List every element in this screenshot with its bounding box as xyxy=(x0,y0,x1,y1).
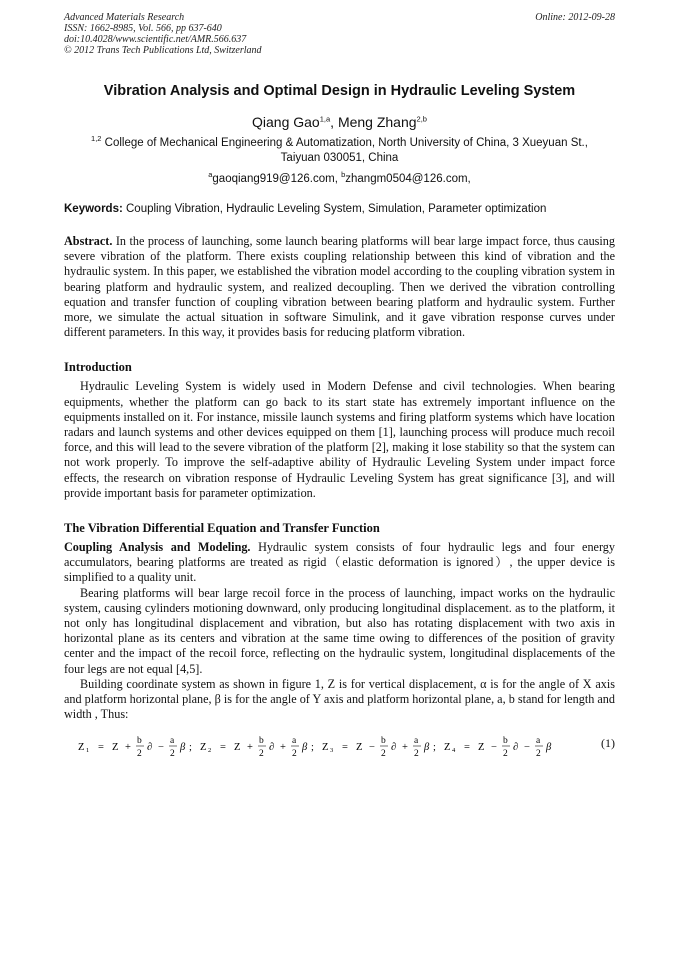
term-2-equals: = xyxy=(220,742,226,754)
term-4-a-over-2-numerator: a xyxy=(536,736,541,747)
term-4-b-over-2-numerator: b xyxy=(503,736,508,747)
doi: doi:10.4028/www.scientific.net/AMR.566.637 xyxy=(64,34,247,45)
term-3-b-over-2-numerator: b xyxy=(381,736,386,747)
term-1-a-over-2-numerator: a xyxy=(170,736,175,747)
term-3-separator: ; xyxy=(433,742,436,754)
affiliation xyxy=(64,136,615,166)
section-2-paragraph-1 xyxy=(64,540,615,586)
equation-number: (1) xyxy=(601,736,615,751)
term-3-lhs: Z xyxy=(322,742,329,754)
term-2-lhs: Z xyxy=(200,742,207,754)
abstract-text: In the process of launching, some launch bearing platforms will bear large impact force, thus causing severe vibration of the platform. There exists coupling relationship between this kind of vibration and the hydraulic system. In this paper, we established the vibration model according to the coupling vibration system in bearing platform and hydraulic system, and realized decoupling. Then we derived the vibration controlling equation and transfer function of coupling vibration between bearing platform and hydraulic system. Further more, we simulate the actual situation in software Simulink, and it gave vibration response curves under different parameters. In this way, it provides basis for reducing platform vibration. xyxy=(64,234,615,340)
keywords-text: Coupling Vibration, Hydraulic Leveling System, Simulation, Parameter optimization xyxy=(122,203,547,215)
term-1-sign-1: + xyxy=(125,742,131,754)
term-4-alpha: ∂ xyxy=(513,742,519,754)
term-1-alpha: ∂ xyxy=(147,742,153,754)
section-2-paragraph-1-text: Hydraulic system consists of four hydraulic legs and four energy accumulators, bearing platforms are treated as rigid（elastic deformation is ignored）, the upper device is simplified to a quality unit. xyxy=(64,540,615,585)
term-3-b-over-2-denominator: 2 xyxy=(381,749,386,760)
term-2-sign-1: + xyxy=(247,742,253,754)
term-1-subscript: 1 xyxy=(86,747,90,755)
equation-1-formula xyxy=(74,734,574,760)
term-3-equals: = xyxy=(342,742,348,754)
author-separator: , xyxy=(330,114,338,130)
term-2-beta: β xyxy=(302,742,308,754)
term-3-subscript: 3 xyxy=(330,747,334,755)
term-4-b-over-2-denominator: 2 xyxy=(503,749,508,760)
keywords-label: Keywords: xyxy=(64,203,123,215)
paper-page xyxy=(64,12,615,760)
term-3-z: Z xyxy=(356,742,363,754)
authors xyxy=(64,114,615,130)
author-1-sup: 1,a xyxy=(319,114,331,124)
term-4-subscript: 4 xyxy=(452,747,456,755)
keywords xyxy=(64,203,615,215)
term-3-a-over-2-numerator: a xyxy=(414,736,419,747)
term-1-b-over-2-numerator: b xyxy=(137,736,142,747)
introduction-paragraph: Hydraulic Leveling System is widely used in Modern Defense and civil technologies. When bearing equipments, whether the platform can go back to its start state has extremely important influence on the equipments installed on it. For instance, missile launch systems and firing platform systems which have location radars and launch systems and other devices equipped on them [1], launching process will produce much recoil force, and this will lead to the severe vibration of the platform [2], making it lose stability so that the system can not work properly. To improve the self-adaptive ability of Hydraulic Leveling System under impact force effects, the research on vibration response of Hydraulic Leveling System has great significance [3], and will provide important basis for parameter optimization. xyxy=(64,379,615,500)
term-1-lhs: Z xyxy=(78,742,85,754)
term-4-z: Z xyxy=(478,742,485,754)
term-1-sign-2: − xyxy=(158,742,164,754)
email-b[interactable]: zhangm0504@126.com, xyxy=(345,173,471,185)
emails xyxy=(64,170,615,185)
journal-name: Advanced Materials Research xyxy=(64,12,185,23)
term-3-a-over-2-denominator: 2 xyxy=(414,749,419,760)
introduction-heading: Introduction xyxy=(64,360,132,375)
section-2-paragraph-3: Building coordinate system as shown in figure 1, Z is for vertical displacement, α is for the angle of X axis and platform horizontal plane, β is for the angle of Y axis and platform horizontal plane, a, b stand for length and width , Thus: xyxy=(64,676,615,722)
section-2-paragraph-2: Bearing platforms will bear large recoil force in the process of launching, impact works on the hydraulic system, causing cylinders motioning downward, only producing longitudinal displacement. as to the platform, it not only has longitudinal displacement and vibration, but also has rotating displacement with two axis in horizontal plane as its centers and vibration at the same time owing to differences of the position of gravity center and the impact of the recoil force, reflecting on the hydraulic system, longitudinal displacements of the four legs are not equal [4,5]. xyxy=(64,585,615,676)
term-2-b-over-2-numerator: b xyxy=(259,736,264,747)
term-3-sign-2: + xyxy=(402,742,408,754)
term-4-beta: β xyxy=(546,742,552,754)
term-2-a-over-2-numerator: a xyxy=(292,736,297,747)
term-2-b-over-2-denominator: 2 xyxy=(259,749,264,760)
term-2-z: Z xyxy=(234,742,241,754)
term-4-sign-1: − xyxy=(491,742,497,754)
term-1-a-over-2-denominator: 2 xyxy=(170,749,175,760)
term-2-a-over-2-denominator: 2 xyxy=(292,749,297,760)
term-3-sign-1: − xyxy=(369,742,375,754)
term-1-separator: ; xyxy=(189,742,192,754)
author-1: Qiang Gao xyxy=(252,114,320,130)
email-b-sup: b xyxy=(341,170,346,180)
term-4-equals: = xyxy=(464,742,470,754)
term-4-a-over-2-denominator: 2 xyxy=(536,749,541,760)
term-1-equals: = xyxy=(98,742,104,754)
term-2-alpha: ∂ xyxy=(269,742,275,754)
author-2-sup: 2,b xyxy=(416,114,427,124)
email-a[interactable]: gaoqiang919@126.com, xyxy=(212,173,342,185)
copyright: © 2012 Trans Tech Publications Ltd, Switzerland xyxy=(64,45,262,56)
affiliation-line-2: Taiyuan 030051, China xyxy=(280,152,399,164)
abstract-label: Abstract. xyxy=(64,234,113,248)
equation-1 xyxy=(64,734,615,760)
term-2-separator: ; xyxy=(311,742,314,754)
term-1-z: Z xyxy=(112,742,119,754)
term-1-b-over-2-denominator: 2 xyxy=(137,749,142,760)
coupling-run-in-heading: Coupling Analysis and Modeling. xyxy=(64,540,251,555)
online-date: Online: 2012-09-28 xyxy=(535,12,615,23)
affiliation-sup: 1,2 xyxy=(91,134,102,144)
issn: ISSN: 1662-8985, Vol. 566, pp 637-640 xyxy=(64,23,222,34)
term-1-beta: β xyxy=(180,742,186,754)
term-2-sign-2: + xyxy=(280,742,286,754)
abstract xyxy=(64,234,615,340)
affiliation-line-1: College of Mechanical Engineering & Automatization, North University of China, 3 Xueyuan St., xyxy=(101,137,588,149)
term-3-alpha: ∂ xyxy=(391,742,397,754)
paper-title: Vibration Analysis and Optimal Design in Hydraulic Leveling System xyxy=(103,83,576,99)
term-4-sign-2: − xyxy=(524,742,530,754)
email-a-sup: a xyxy=(208,170,213,180)
term-4-lhs: Z xyxy=(444,742,451,754)
author-2: Meng Zhang xyxy=(337,114,417,130)
section-2-heading: The Vibration Differential Equation and Transfer Function xyxy=(64,521,380,536)
journal-header xyxy=(64,12,615,56)
term-2-subscript: 2 xyxy=(208,747,212,755)
term-3-beta: β xyxy=(424,742,430,754)
